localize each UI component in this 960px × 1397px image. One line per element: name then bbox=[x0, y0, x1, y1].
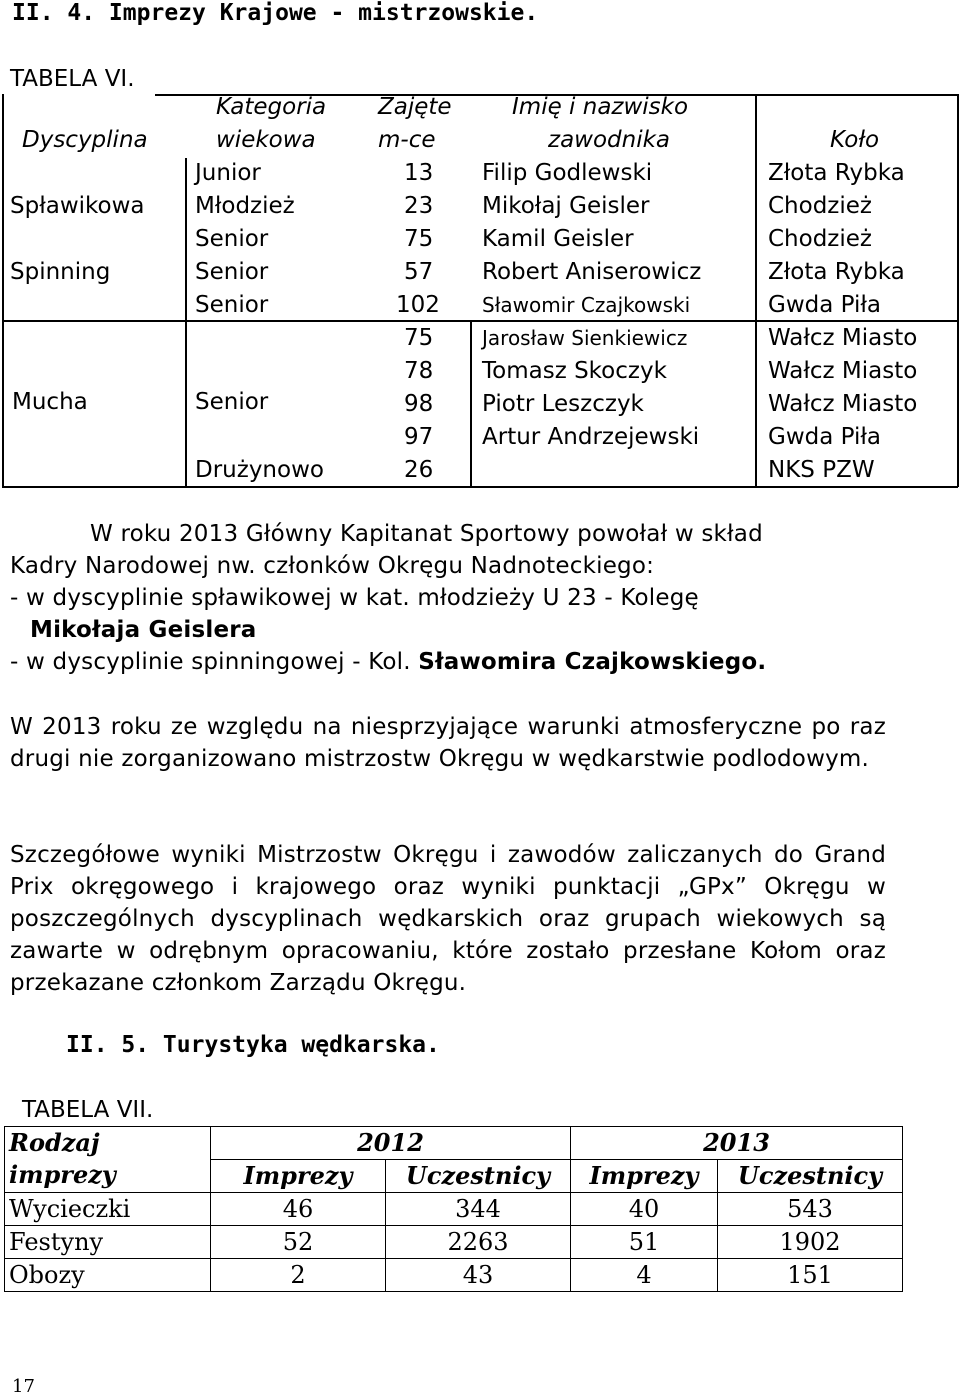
table7-subheader-participants: Uczestnicy bbox=[386, 1160, 571, 1193]
table7-cell: 4 bbox=[571, 1259, 718, 1292]
table6-cell-name: Jarosław Sienkiewicz bbox=[482, 326, 688, 350]
table6-cell-place: 102 bbox=[396, 292, 440, 318]
table6-cell-place: 26 bbox=[404, 457, 434, 483]
para1-line: Kadry Narodowej nw. członków Okręgu Nadnoteckiego: bbox=[10, 553, 655, 579]
para1-bold-name-2: Sławomira Czajkowskiego. bbox=[418, 649, 767, 675]
table6-cell-place: 75 bbox=[404, 226, 434, 252]
table-row bbox=[5, 1259, 903, 1292]
table6-cell-club: Wałcz Miasto bbox=[768, 358, 918, 384]
para1-line bbox=[10, 646, 888, 678]
table6-cell-club: Złota Rybka bbox=[768, 259, 905, 285]
table6-cell-place: 23 bbox=[404, 193, 434, 219]
table6-cell-name: Tomasz Skoczyk bbox=[482, 358, 667, 384]
table6-cell-category: Senior bbox=[195, 389, 269, 415]
table7 bbox=[4, 1126, 903, 1292]
table7-header-type bbox=[5, 1127, 211, 1193]
table6-cell-club: Wałcz Miasto bbox=[768, 391, 918, 417]
table6-cell-club: Wałcz Miasto bbox=[768, 325, 918, 351]
table6-cell-place: 13 bbox=[404, 160, 434, 186]
table7-cell: 151 bbox=[718, 1259, 903, 1292]
para1-line: - w dyscyplinie spławikowej w kat. młodzieży U 23 - Kolegę bbox=[10, 585, 699, 611]
table7-cell: 1902 bbox=[718, 1226, 903, 1259]
table6-cell-name: Kamil Geisler bbox=[482, 226, 634, 252]
table6-cell-club: Chodzież bbox=[768, 193, 872, 219]
table7-header-year-2012: 2012 bbox=[211, 1127, 571, 1160]
table7-header-type-line1: Rodzaj bbox=[9, 1128, 100, 1157]
table6-cell-club: Złota Rybka bbox=[768, 160, 905, 186]
table7-cell-type: Wycieczki bbox=[5, 1193, 211, 1226]
table6 bbox=[0, 0, 960, 520]
table6-header-category: Kategoria bbox=[216, 94, 327, 120]
table6-cell-category: Senior bbox=[195, 292, 269, 318]
table7-cell-type: Festyny bbox=[5, 1226, 211, 1259]
table6-cell-category: Drużynowo bbox=[195, 457, 324, 483]
section-heading-imprezy-krajowe: II. 4. Imprezy Krajowe - mistrzowskie. bbox=[12, 0, 539, 26]
paragraph-national-team bbox=[10, 518, 888, 678]
table6-cell-place: 78 bbox=[404, 358, 434, 384]
table7-subheader-participants: Uczestnicy bbox=[718, 1160, 903, 1193]
table6-cell-discipline: Mucha bbox=[12, 389, 88, 415]
para1-line: W roku 2013 Główny Kapitanat Sportowy powołał w skład bbox=[90, 521, 763, 547]
table7-caption: TABELA VII. bbox=[22, 1097, 154, 1123]
table6-cell-name: Robert Aniserowicz bbox=[482, 259, 702, 285]
table6-header-category-2: wiekowa bbox=[216, 127, 316, 153]
table-row bbox=[5, 1193, 903, 1226]
table6-cell-place: 57 bbox=[404, 259, 434, 285]
table6-cell-name: Artur Andrzejewski bbox=[482, 424, 700, 450]
table6-cell-club: Gwda Piła bbox=[768, 292, 882, 318]
section-heading-turystyka: II. 5. Turystyka wędkarska. bbox=[66, 1032, 440, 1058]
table7-cell: 2 bbox=[211, 1259, 386, 1292]
table6-cell-name: Filip Godlewski bbox=[482, 160, 653, 186]
table6-cell-category: Młodzież bbox=[195, 193, 295, 219]
table6-cell-club: NKS PZW bbox=[768, 457, 875, 483]
table6-header-place: Zajęte bbox=[378, 94, 452, 120]
table6-cell-club: Gwda Piła bbox=[768, 424, 882, 450]
paragraph-detailed-results: Szczegółowe wyniki Mistrzostw Okręgu i zawodów zaliczanych do Grand Prix okręgowego i krajowego oraz wyniki punktacji „GPx” Okręgu w poszczególnych dyscyplinach wędkarskich oraz grupach wiekowych są zawarte w odrębnym opracowaniu, które zostało przesłane Kołom oraz przekazane członkom Zarządu Okręgu. bbox=[10, 842, 886, 996]
table7-cell: 43 bbox=[386, 1259, 571, 1292]
table6-cell-discipline: Spławikowa bbox=[10, 193, 145, 219]
table7-cell: 51 bbox=[571, 1226, 718, 1259]
table6-cell-place: 98 bbox=[404, 391, 434, 417]
table6-cell-place: 75 bbox=[404, 325, 434, 351]
table6-cell-category: Senior bbox=[195, 259, 269, 285]
paragraph-ice-fishing: W 2013 roku ze względu na niesprzyjające warunki atmosferyczne po raz drugi nie zorganizowano mistrzostw Okręgu w wędkarstwie podlodowym. bbox=[10, 714, 886, 772]
table7-cell-type: Obozy bbox=[5, 1259, 211, 1292]
table7-header-type-line2: imprezy bbox=[9, 1160, 116, 1189]
table6-header-place-2: m-ce bbox=[378, 127, 436, 153]
table7-cell: 52 bbox=[211, 1226, 386, 1259]
table6-cell-name: Piotr Leszczyk bbox=[482, 391, 644, 417]
table6-cell-discipline: Spinning bbox=[10, 259, 111, 285]
table6-cell-category: Junior bbox=[195, 160, 261, 186]
table7-subheader-events: Imprezy bbox=[571, 1160, 718, 1193]
table6-header-club: Koło bbox=[830, 127, 880, 153]
table7-cell: 2263 bbox=[386, 1226, 571, 1259]
table7-cell: 40 bbox=[571, 1193, 718, 1226]
table6-cell-name: Mikołaj Geisler bbox=[482, 193, 650, 219]
table7-cell: 344 bbox=[386, 1193, 571, 1226]
table6-header-name-2: zawodnika bbox=[548, 127, 671, 153]
table6-cell-place: 97 bbox=[404, 424, 434, 450]
table7-subheader-events: Imprezy bbox=[211, 1160, 386, 1193]
para1-line5-prefix: - w dyscyplinie spinningowej - Kol. bbox=[10, 649, 419, 675]
table7-header-year-2013: 2013 bbox=[571, 1127, 903, 1160]
page-number: 17 bbox=[12, 1376, 35, 1397]
table6-cell-name: Sławomir Czajkowski bbox=[482, 293, 691, 317]
table6-header-discipline: Dyscyplina bbox=[22, 127, 148, 153]
para1-bold-name: Mikołaja Geislera bbox=[30, 617, 257, 643]
table6-header-name: Imię i nazwisko bbox=[512, 94, 689, 120]
table7-cell: 46 bbox=[211, 1193, 386, 1226]
table6-cell-club: Chodzież bbox=[768, 226, 872, 252]
table7-cell: 543 bbox=[718, 1193, 903, 1226]
table6-caption: TABELA VI. bbox=[10, 66, 135, 92]
table-row bbox=[5, 1226, 903, 1259]
table6-cell-category: Senior bbox=[195, 226, 269, 252]
